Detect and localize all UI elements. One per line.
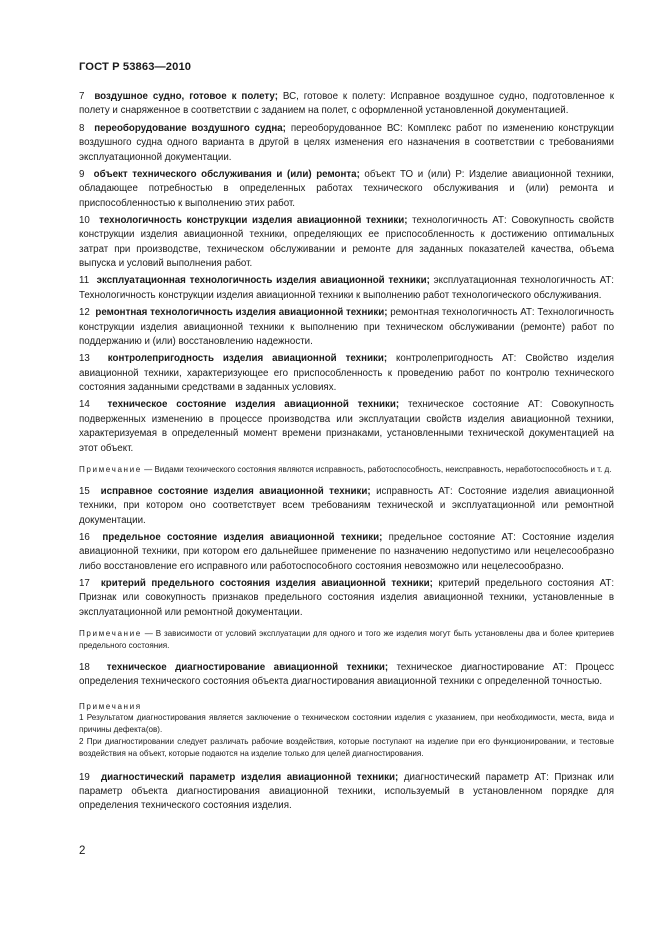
term-16: [79, 531, 614, 574]
term-definition: переоборудованное ВС: Комплекс работ по изменению конструкции воздушного судна одного варианта в другой в целях изменения его назначения в соответствии с требованиями эксплуатационной документации.: [79, 122, 614, 163]
term-name: предельное состояние изделия авиационной техники;: [102, 531, 383, 543]
term-8: [79, 122, 614, 165]
term-name: воздушное судно, готовое к полету;: [94, 91, 278, 102]
note-1: [79, 464, 614, 476]
term-number: 11: [79, 275, 90, 287]
term-number: 17: [79, 578, 90, 589]
term-19: [79, 771, 614, 814]
note-text: — Видами технического состояния являются исправность, работоспособность, неисправность, неработоспособность и т. д.: [144, 464, 612, 474]
term-number: 16: [79, 531, 90, 543]
term-number: 15: [79, 485, 90, 497]
term-definition: техническое состояние АТ: Совокупность подверженных изменению в процессе производства или эксплуатации свойств изделия авиационной техники, характеризуемая в определенный момент времени признаками, установленными технической документацией на этот объект.: [79, 399, 614, 454]
term-number: 9: [79, 168, 85, 180]
note-label: Примечание: [79, 629, 142, 639]
note-2: [79, 628, 614, 652]
term-name: критерий предельного состояния изделия авиационной техники;: [100, 578, 433, 589]
term-definition: предельное состояние АТ: Состояние изделия авиационной техники, при котором его дальнейшее применение по назначению недопустимо или нецелесообразно либо восстановление его исправного или работоспособного состояния невозможно или нецелесообразно.: [79, 531, 614, 572]
term-definition: диагностический параметр АТ: Признак или параметр объекта диагностирования авиационной техники, используемый в установленном порядке для определения технического состояния изделия.: [79, 771, 614, 812]
term-number: 10: [79, 214, 90, 226]
term-13: [79, 352, 614, 395]
term-11: [79, 274, 614, 303]
term-definition: критерий предельного состояния АТ: Признак или совокупность признаков предельного состояния изделия авиационной техники, установленные в эксплуатационной или ремонтной документации.: [79, 578, 615, 618]
note-item-1: 1 Результатом диагностирования является заключение о техническом состоянии изделия с указанием, при необходимости, места, вида и причины дефекта(ов).: [79, 713, 614, 735]
document-header: ГОСТ Р 53863—2010: [79, 61, 192, 73]
term-name: объект технического обслуживания и (или) ремонта;: [93, 168, 360, 180]
term-12: [79, 306, 614, 349]
term-name: технологичность конструкции изделия авиационной техники;: [99, 214, 408, 226]
term-number: 18: [79, 661, 90, 673]
term-definition: ВС, готовое к полету: Исправное воздушное судно, подготовленное к полету и снаряженное в соответствии с заданием на полет, с оформленной установленной документацией.: [79, 91, 614, 117]
notes-label: Примечания: [79, 701, 142, 711]
term-name: переоборудование воздушного судна;: [94, 122, 286, 134]
note-label: Примечание: [79, 464, 142, 474]
term-number: 8: [79, 122, 85, 134]
term-number: 12: [79, 307, 90, 319]
term-number: 19: [79, 771, 90, 783]
term-name: исправное состояние изделия авиационной техники;: [100, 485, 371, 497]
term-14: [79, 398, 614, 456]
term-18: [79, 661, 614, 690]
term-definition: эксплуатационная технологичность АТ: Технологичность конструкции изделия авиационной техники к выполнению работ технологического обслуживания.: [79, 275, 614, 301]
term-definition: ремонтная технологичность АТ: Технологичность конструкции изделия авиационной техники к выполнению при техническом обслуживании (ремонте) работ по поддержанию и (или) восстановлению надежности.: [79, 307, 614, 347]
notes-heading: [79, 701, 614, 713]
page-number: 2: [79, 845, 86, 857]
term-17: [79, 577, 614, 620]
term-9: [79, 168, 614, 211]
term-number: 14: [79, 399, 90, 411]
term-name: ремонтная технологичность изделия авиационной техники;: [95, 307, 388, 319]
term-7: [79, 90, 614, 119]
term-name: эксплуатационная технологичность изделия авиационной техники;: [96, 275, 430, 287]
term-number: 13: [79, 353, 90, 365]
note-text: — В зависимости от условий эксплуатации для одного и того же изделия могут быть установлены два и более критериев предельного состояния.: [79, 629, 615, 651]
note-item-2: 2 При диагностировании следует различать рабочие воздействия, которые поступают на изделие при его функционировании, и тестовые воздействия на объект, которые подаются на изделие только для целей диагностирования.: [79, 737, 614, 758]
term-definition: объект ТО и (или) Р: Изделие авиационной техники, обладающее потребностью в определенных работах технического обслуживания и (или) ремонта и приспособленностью к выполнению этих работ.: [79, 168, 614, 209]
term-definition: техническое диагностирование АТ: Процесс определения технического состояния объекта диагностирования авиационной техники с определенной точностью.: [79, 661, 615, 688]
term-name: техническое диагностирование авиационной техники;: [106, 661, 389, 673]
term-definition: контролепригодность АТ: Свойство изделия авиационной техники, характеризующее его приспособленность к проведению работ по контролю технического состояния заданными средствами в заданных условиях.: [79, 353, 614, 394]
term-name: диагностический параметр изделия авиационной техники;: [100, 771, 399, 783]
term-definition: исправность АТ: Состояние изделия авиационной техники, при котором оно соответствует всем требованиям технической и эксплуатационной или ремонтной документации.: [79, 485, 615, 526]
term-definition: технологичность АТ: Совокупность свойств конструкции изделия авиационной техники, определяющих ее приспособленность к достижению оптимальных затрат при производстве, техническом обслуживании и ремонте для заданных показателей качества, объема выпуска и условий выполнения работ.: [79, 214, 614, 270]
term-name: техническое состояние изделия авиационной техники;: [107, 399, 400, 411]
term-number: 7: [79, 91, 85, 102]
document-body: [79, 90, 614, 817]
term-10: [79, 214, 614, 272]
term-15: [79, 485, 614, 528]
term-name: контролепригодность изделия авиационной техники;: [107, 353, 388, 365]
